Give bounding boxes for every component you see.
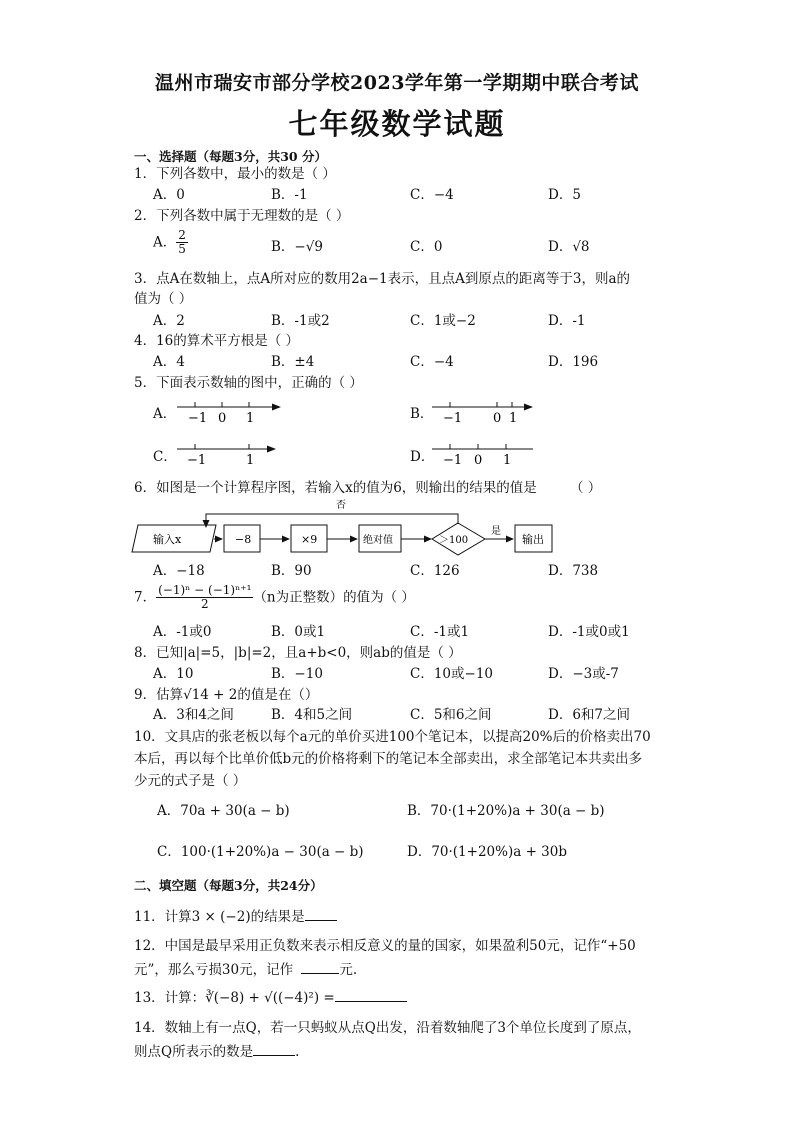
q2-stem: 2．下列各数中属于无理数的是（ ）: [134, 208, 350, 224]
q5-number-line-b: [430, 398, 540, 426]
q12-answer-blank[interactable]: [301, 959, 339, 974]
q2-option-a: [153, 229, 188, 256]
q2-option-c: C．0: [410, 239, 443, 255]
q9-option-b: B．4和5之间: [271, 707, 353, 723]
q5-option-a: A．: [153, 406, 177, 422]
q11-answer-blank[interactable]: [305, 906, 337, 921]
q11-stem: [134, 906, 337, 926]
q4-option-b: B．±4: [271, 354, 315, 370]
exam-title: 温州市瑞安市部分学校2023学年第一学期期中联合考试: [155, 72, 639, 94]
q2-fraction-denominator: 5: [178, 242, 186, 256]
q8-option-d: D．−3或-7: [548, 666, 619, 682]
q5-option-d: D．: [410, 449, 435, 465]
q5-d-tick-0: 0: [474, 453, 483, 468]
q5-number-line-d: [430, 440, 540, 468]
q7-fraction-denominator: 2: [200, 597, 209, 611]
q5-b-tick-0: 0: [493, 411, 502, 426]
flow-loop-arrow: [203, 520, 210, 528]
q14-line2-text: 则点Q所表示的数是: [134, 1044, 254, 1060]
q6-flowchart: [130, 496, 560, 558]
q7-stem: [134, 584, 415, 611]
q3-option-c: C．1或−2: [410, 313, 476, 329]
q2-option-b: B．−√9: [271, 239, 323, 255]
q10-option-a: A．70a + 30(a − b): [157, 803, 290, 819]
q8-option-a: A．10: [153, 666, 194, 682]
q13-text: 13．计算：∛(−8) + √((−4)²) =: [134, 990, 335, 1006]
flow-step2-label: ×9: [301, 533, 318, 546]
q3-option-d: D．-1: [548, 313, 586, 329]
q7-suffix: （n为正整数）的值为（ ）: [253, 589, 415, 606]
q10-line2: 本后，再以每个比单价低b元的价格将剩下的笔记本全部卖出，求全部笔记本共卖出多: [134, 751, 643, 767]
q5-option-b: B．: [410, 406, 434, 422]
q10-line3: 少元的式子是（ ）: [134, 773, 247, 789]
q2-option-d: D．√8: [548, 239, 590, 255]
q8-option-b: B．−10: [271, 666, 323, 682]
q6-option-b: B．90: [271, 563, 312, 579]
flow-no-label: 否: [336, 500, 346, 511]
q9-option-a: A．3和4之间: [153, 707, 234, 723]
q5-d-tick-1: 1: [503, 453, 512, 468]
q5-b-tick-neg1: −1: [443, 411, 463, 426]
q2-fraction: [176, 229, 188, 256]
q1-option-b: B．-1: [271, 187, 308, 203]
q5-b-tick-1: 1: [509, 411, 518, 426]
q7-option-d: D．-1或0或1: [548, 624, 630, 640]
q5-c-tick-1: 1: [246, 453, 255, 468]
q7-option-b: B．0或1: [271, 624, 326, 640]
flow-condition-label: ＞100: [439, 535, 469, 546]
q5-d-tick-neg1: −1: [443, 453, 463, 468]
flow-input-label: 输入x: [153, 533, 182, 546]
q4-stem: 4．16的算术平方根是（ ）: [134, 333, 300, 349]
q4-option-c: C．−4: [410, 354, 454, 370]
q13-answer-blank[interactable]: [335, 987, 407, 1002]
q5-stem: 5．下面表示数轴的图中，正确的（ ）: [134, 375, 363, 391]
q2-fraction-numerator: 2: [178, 228, 186, 242]
q3-line1: 3．点A在数轴上，点A所对应的数用2a−1表示，且点A到原点的距离等于3，则a的: [134, 271, 631, 287]
q4-option-d: D．196: [548, 354, 599, 370]
q5-a-tick-neg1: −1: [188, 411, 208, 426]
q12-line2-end: 元.: [339, 962, 358, 978]
q5-option-c: C．: [153, 449, 177, 465]
q14-line2: [134, 1041, 299, 1061]
section1-heading: 一、选择题（每题3分，共30 分）: [134, 149, 327, 164]
q10-option-d: D．70·(1+20%)a + 30b: [407, 844, 567, 860]
q4-option-a: A．4: [153, 354, 185, 370]
q5-number-line-c: [175, 440, 285, 468]
flow-step3-label: 绝对值: [363, 535, 393, 546]
q1-stem: 1．下列各数中，最小的数是（ ）: [134, 166, 336, 182]
q9-option-c: C．5和6之间: [410, 707, 492, 723]
q6-answer-paren: （ ）: [570, 480, 602, 496]
q14-line2-end: .: [295, 1044, 300, 1060]
q1-option-c: C．−4: [410, 187, 454, 203]
q7-number: 7．: [134, 589, 157, 606]
q14-answer-blank[interactable]: [253, 1041, 295, 1056]
flow-output-label: 输出: [522, 533, 544, 546]
q5-a-tick-0: 0: [218, 411, 227, 426]
q8-stem: 8．已知|a|=5，|b|=2，且a+b<0，则ab的值是（ ）: [134, 645, 462, 661]
q3-line2: 值为（ ）: [134, 291, 193, 307]
flow-step1-label: −8: [235, 533, 252, 546]
q7-option-c: C．-1或1: [410, 624, 470, 640]
q10-option-b: B．70·(1+20%)a + 30(a − b): [407, 803, 605, 819]
q1-option-a: A．0: [153, 187, 185, 203]
q8-option-c: C．10或−10: [410, 666, 493, 682]
q5-c-tick-neg1: −1: [187, 453, 207, 468]
q10-option-c: C．100·(1+20%)a − 30(a − b): [157, 844, 364, 860]
q9-option-d: D．6和7之间: [548, 707, 631, 723]
exam-subtitle: 七年级数学试题: [288, 107, 506, 141]
section2-heading: 二、填空题（每题3分，共24分）: [134, 878, 323, 893]
q7-option-a: A．-1或0: [153, 624, 212, 640]
q7-fraction-numerator: (−1)ⁿ − (−1)ⁿ⁺¹: [158, 583, 252, 597]
q6-option-d: D．738: [548, 563, 599, 579]
q6-stem: 6．如图是一个计算程序图，若输入x的值为6，则输出的结果的值是: [134, 480, 537, 496]
q6-option-c: C．126: [410, 563, 460, 579]
q14-line1: 14．数轴上有一点Q，若一只蚂蚁从点Q出发，沿着数轴爬了3个单位长度到了原点，: [134, 1020, 641, 1036]
flow-yes-label: 是: [491, 526, 501, 537]
q7-fraction: [156, 584, 253, 611]
q12-line2: [134, 959, 357, 979]
q3-option-a: A．2: [153, 313, 185, 329]
q3-option-b: B．-1或2: [271, 313, 330, 329]
q2-option-a-label: A．: [153, 234, 177, 251]
q12-line1: 12．中国是最早采用正负数来表示相反意义的量的国家，如果盈利50元，记作“+50: [134, 938, 636, 954]
q10-line1: 10．文具店的张老板以每个a元的单价买进100个笔记本，以提高20%后的价格卖出70: [134, 729, 651, 745]
q9-stem: 9．估算√14 + 2的值是在（）: [134, 687, 319, 703]
q6-option-a: A．−18: [153, 563, 205, 579]
q13-stem: [134, 987, 407, 1007]
q1-option-d: D．5: [548, 187, 581, 203]
q12-line2-text: 元”，那么亏损30元，记作: [134, 962, 294, 978]
q5-a-tick-1: 1: [246, 411, 255, 426]
q5-number-line-a: [175, 398, 285, 426]
q11-text: 11．计算3 × (−2)的结果是: [134, 909, 305, 925]
